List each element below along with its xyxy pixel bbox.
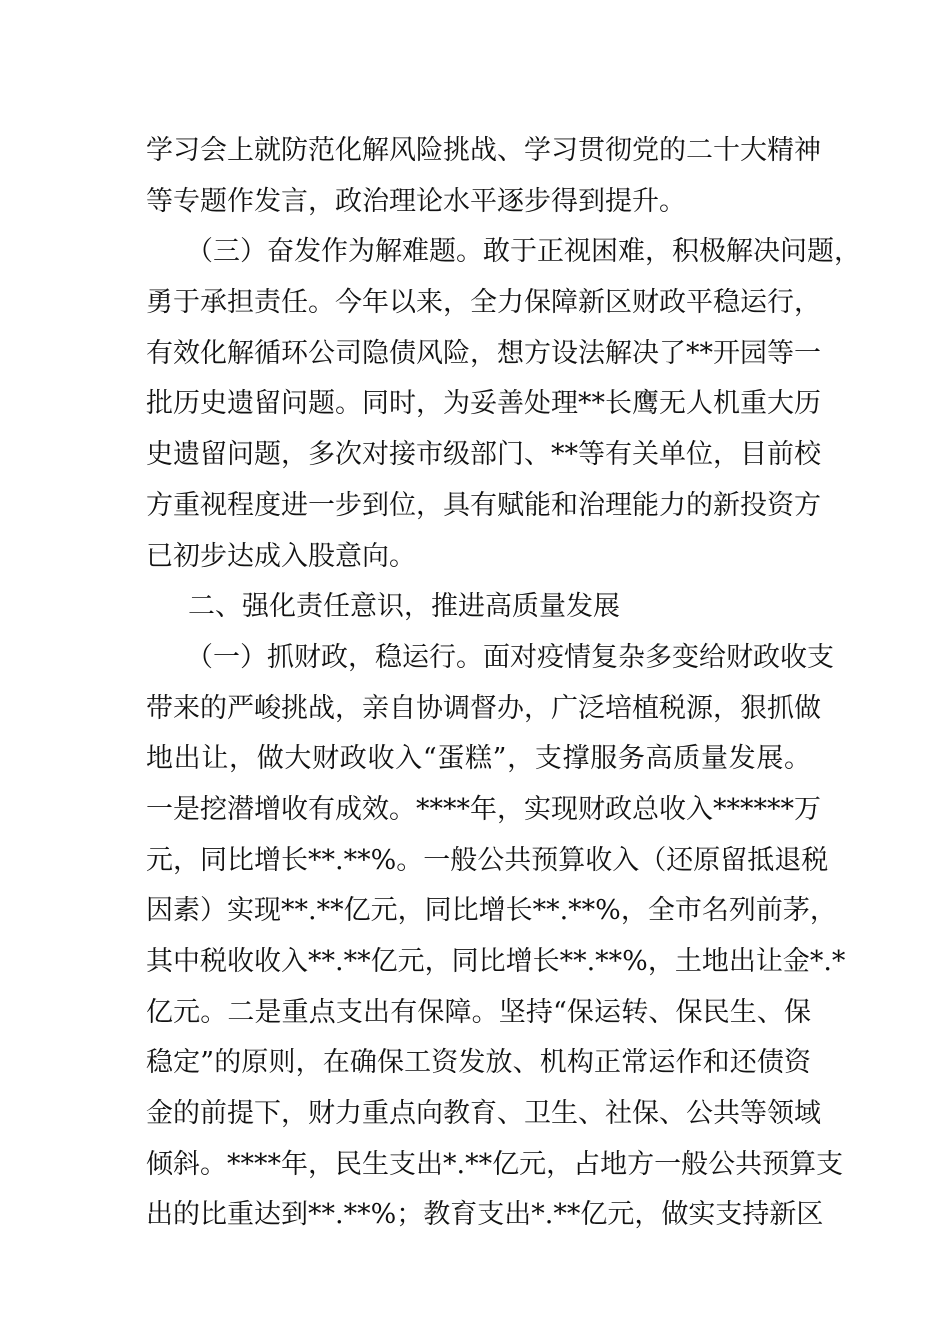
subsection-heading-line: （一）抓财政，稳运行。面对疫情复杂多变给财政收支 bbox=[186, 641, 834, 673]
body-line: 稳定”的原则，在确保工资发放、机构正常运作和还债资 bbox=[146, 1047, 811, 1079]
body-line: 批历史遗留问题。同时，为妥善处理**长鹰无人机重大历 bbox=[146, 388, 821, 420]
body-line: 带来的严峻挑战，亲自协调督办，广泛培植税源，狠抓做 bbox=[146, 692, 821, 724]
body-line: 方重视程度进一步到位，具有赋能和治理能力的新投资方 bbox=[146, 489, 821, 521]
body-line: 勇于承担责任。今年以来，全力保障新区财政平稳运行， bbox=[146, 287, 821, 319]
body-line: 元，同比增长**.**%。一般公共预算收入（还原留抵退税 bbox=[146, 844, 829, 876]
body-line: 出的比重达到**.**%；教育支出*.**亿元，做实支持新区 bbox=[146, 1199, 824, 1231]
body-line: 其中税收收入**.**亿元，同比增长**.**%，土地出让金*.* bbox=[146, 946, 846, 977]
body-line: 倾斜。****年，民生支出*.**亿元，占地方一般公共预算支 bbox=[146, 1148, 844, 1180]
body-line: 因素）实现**.**亿元，同比增长**.**%，全市名列前茅， bbox=[146, 895, 837, 927]
body-line: 金的前提下，财力重点向教育、卫生、社保、公共等领域 bbox=[146, 1098, 821, 1130]
body-line: 一是挖潜增收有成效。****年，实现财政总收入******万 bbox=[146, 793, 821, 825]
body-line: 史遗留问题，多次对接市级部门、**等有关单位，目前校 bbox=[146, 439, 821, 471]
body-line: 有效化解循环公司隐债风险，想方设法解决了**开园等一 bbox=[146, 337, 821, 369]
body-line: 地出让，做大财政收入“蛋糕”，支撑服务高质量发展。 bbox=[146, 743, 811, 775]
body-line: 等专题作发言，政治理论水平逐步得到提升。 bbox=[146, 185, 686, 217]
body-line: 学习会上就防范化解风险挑战、学习贯彻党的二十大精神 bbox=[146, 135, 821, 166]
document-body bbox=[146, 126, 861, 1241]
body-line: 已初步达成入股意向。 bbox=[146, 540, 416, 572]
section-heading: 二、强化责任意识，推进高质量发展 bbox=[188, 591, 620, 623]
subsection-heading-line: （三）奋发作为解难题。敢于正视困难，积极解决问题， bbox=[186, 236, 861, 268]
body-line: 亿元。二是重点支出有保障。坚持“保运转、保民生、保 bbox=[146, 996, 811, 1028]
